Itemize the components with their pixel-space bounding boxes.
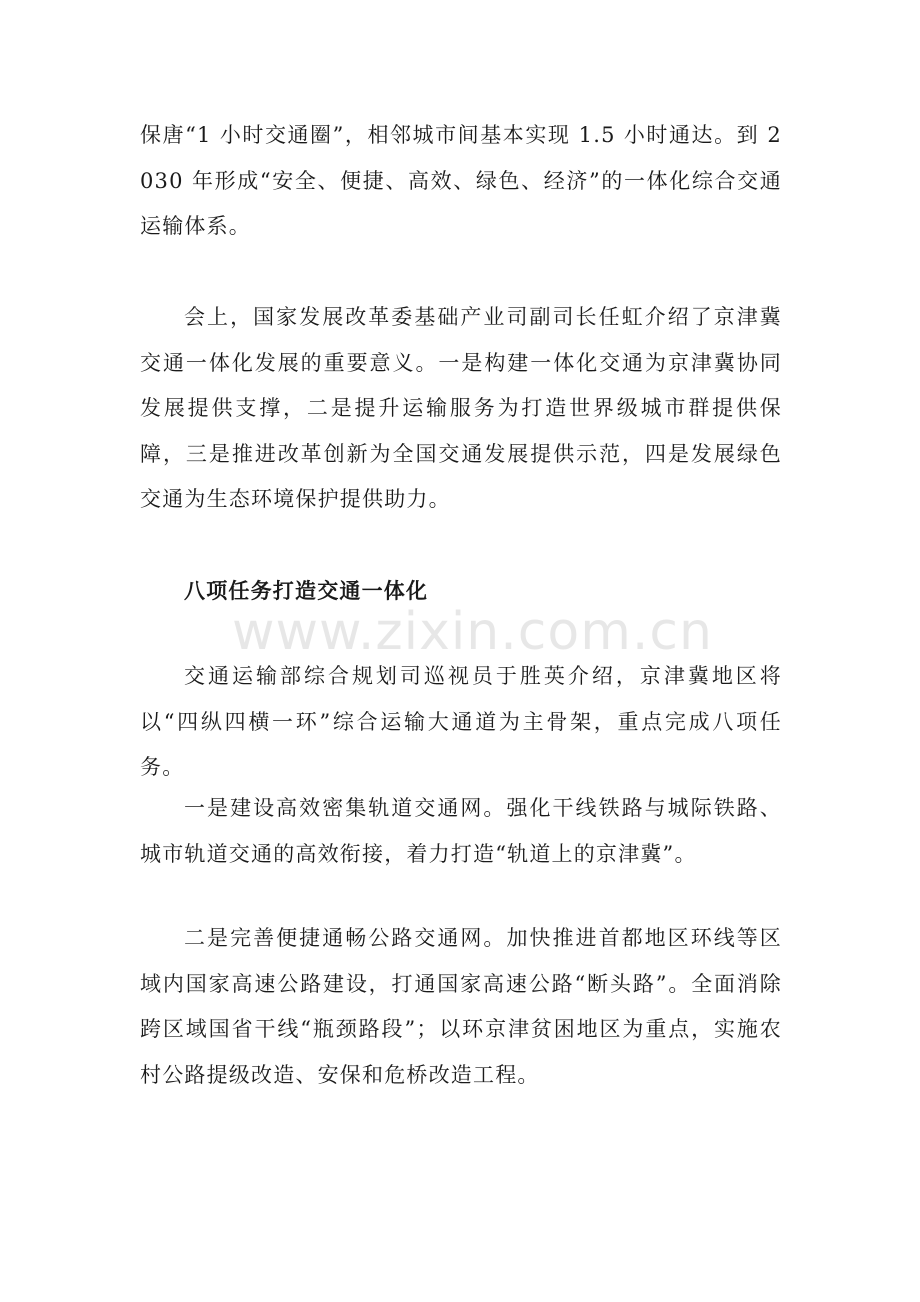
section-heading-eight-tasks: 八项任务打造交通一体化 [184,578,429,603]
watermark: www.zixin.com.cn [232,602,713,662]
paragraph-task-one-rail: 一是建设高效密集轨道交通网。强化干线铁路与城际铁路、城市轨道交通的高效衔接，着力打造“轨道上的京津冀”。 [140,796,782,866]
paragraph-task-two-highway: 二是完善便捷通畅公路交通网。加快推进首都地区环线等区域内国家高速公路建设，打通国家高速公路“断头路”。全面消除跨区域国省干线“瓶颈路段”；以环京津贫困地区为重点，实施农村公路提级改造、安保和危桥改造工程。 [140,926,782,1087]
paragraph-eight-tasks-intro: 交通运输部综合规划司巡视员于胜英介绍，京津冀地区将以“四纵四横一环”综合运输大通道为主骨架，重点完成八项任务。 [140,664,782,780]
paragraph-transport-circle: 保唐“1 小时交通圈”，相邻城市间基本实现 1.5 小时通达。到 2030 年形成“安全、便捷、高效、绿色、经济”的一体化综合交通运输体系。 [140,123,782,239]
paragraph-meeting-significance: 会上，国家发展改革委基础产业司副司长任虹介绍了京津冀交通一体化发展的重要意义。一是构建一体化交通为京津冀协同发展提供支撑，二是提升运输服务为打造世界级城市群提供保障，三是推进改革创新为全国交通发展提供示范，四是发展绿色交通为生态环境保护提供助力。 [140,305,782,512]
